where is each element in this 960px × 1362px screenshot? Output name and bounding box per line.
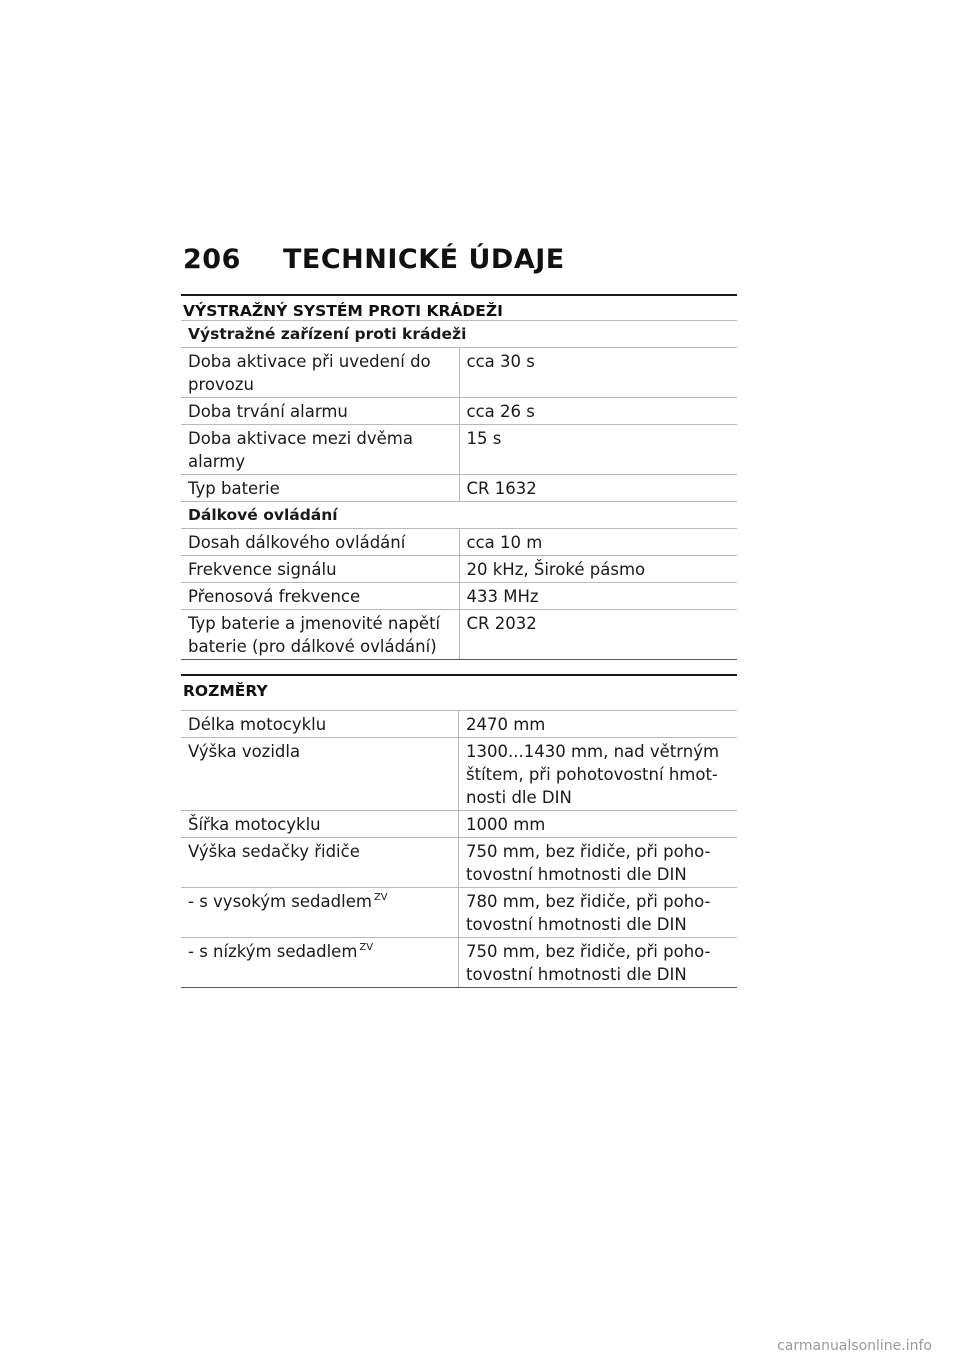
spec-label: Dosah dálkového ovládání bbox=[181, 529, 459, 556]
watermark[interactable]: carmanualsonline.info bbox=[777, 1338, 932, 1354]
page-number: 206 bbox=[183, 244, 241, 275]
spec-value: 433 MHz bbox=[459, 583, 737, 610]
alarm-table bbox=[181, 320, 737, 660]
page-header bbox=[183, 244, 565, 275]
spec-value: 750 mm, bez řidiče, při poho-tovostní hmotnosti dle DIN bbox=[459, 938, 738, 988]
spec-value: 780 mm, bez řidiče, při poho-tovostní hmotnosti dle DIN bbox=[459, 888, 738, 938]
table-row bbox=[181, 711, 737, 738]
spec-label: Typ baterie bbox=[181, 475, 459, 502]
table-row bbox=[181, 583, 737, 610]
table-group-row bbox=[181, 502, 737, 529]
option-superscript: ZV bbox=[373, 892, 388, 903]
table-row bbox=[181, 556, 737, 583]
table-row bbox=[181, 838, 737, 888]
spec-label: Délka motocyklu bbox=[181, 711, 459, 738]
spec-label: Doba aktivace při uvedení do provozu bbox=[181, 348, 459, 398]
spec-value: 2470 mm bbox=[459, 711, 738, 738]
spec-value: CR 1632 bbox=[459, 475, 737, 502]
table-row bbox=[181, 888, 737, 938]
option-superscript: ZV bbox=[359, 942, 374, 953]
spec-value: 20 kHz, Široké pásmo bbox=[459, 556, 737, 583]
spec-label: Šířka motocyklu bbox=[181, 811, 459, 838]
dimensions-section bbox=[181, 674, 737, 988]
spec-label: Přenosová frekvence bbox=[181, 583, 459, 610]
spec-label: Výška sedačky řidiče bbox=[181, 838, 459, 888]
section-title-alarm: VÝSTRAŽNÝ SYSTÉM PROTI KRÁDEŽI bbox=[181, 294, 737, 320]
table-row bbox=[181, 398, 737, 425]
spec-value: cca 10 m bbox=[459, 529, 737, 556]
spec-label: - s vysokým sedadlem bbox=[188, 892, 372, 911]
spec-value: 1300...1430 mm, nad větrným štítem, při pohotovostní hmot-nosti dle DIN bbox=[459, 738, 738, 811]
spec-label: Výška vozidla bbox=[181, 738, 459, 811]
spec-label: Typ baterie a jmenovité napětí baterie (pro dálkové ovládání) bbox=[181, 610, 459, 660]
table-row bbox=[181, 738, 737, 811]
spec-value: CR 2032 bbox=[459, 610, 737, 660]
table-row bbox=[181, 348, 737, 398]
table-row bbox=[181, 425, 737, 475]
table-row bbox=[181, 475, 737, 502]
table-row bbox=[181, 938, 737, 988]
table-row bbox=[181, 811, 737, 838]
spec-value: 750 mm, bez řidiče, při poho-tovostní hmotnosti dle DIN bbox=[459, 838, 738, 888]
spec-label: Frekvence signálu bbox=[181, 556, 459, 583]
spec-value: cca 30 s bbox=[459, 348, 737, 398]
table-row bbox=[181, 529, 737, 556]
spec-value: 1000 mm bbox=[459, 811, 738, 838]
group-label: Výstražné zařízení proti krádeži bbox=[181, 321, 737, 348]
spec-label: Doba trvání alarmu bbox=[181, 398, 459, 425]
section-title-dimensions: ROZMĚRY bbox=[181, 674, 737, 710]
spec-label: - s nízkým sedadlem bbox=[188, 942, 358, 961]
alarm-section bbox=[181, 294, 737, 660]
table-row bbox=[181, 610, 737, 660]
dimensions-table bbox=[181, 710, 737, 988]
spec-label-cell bbox=[181, 938, 459, 988]
spec-label-cell bbox=[181, 888, 459, 938]
table-group-row bbox=[181, 321, 737, 348]
spec-value: cca 26 s bbox=[459, 398, 737, 425]
page-title: TECHNICKÉ ÚDAJE bbox=[283, 244, 565, 275]
group-label: Dálkové ovládání bbox=[181, 502, 737, 529]
spec-value: 15 s bbox=[459, 425, 737, 475]
spec-label: Doba aktivace mezi dvěma alarmy bbox=[181, 425, 459, 475]
